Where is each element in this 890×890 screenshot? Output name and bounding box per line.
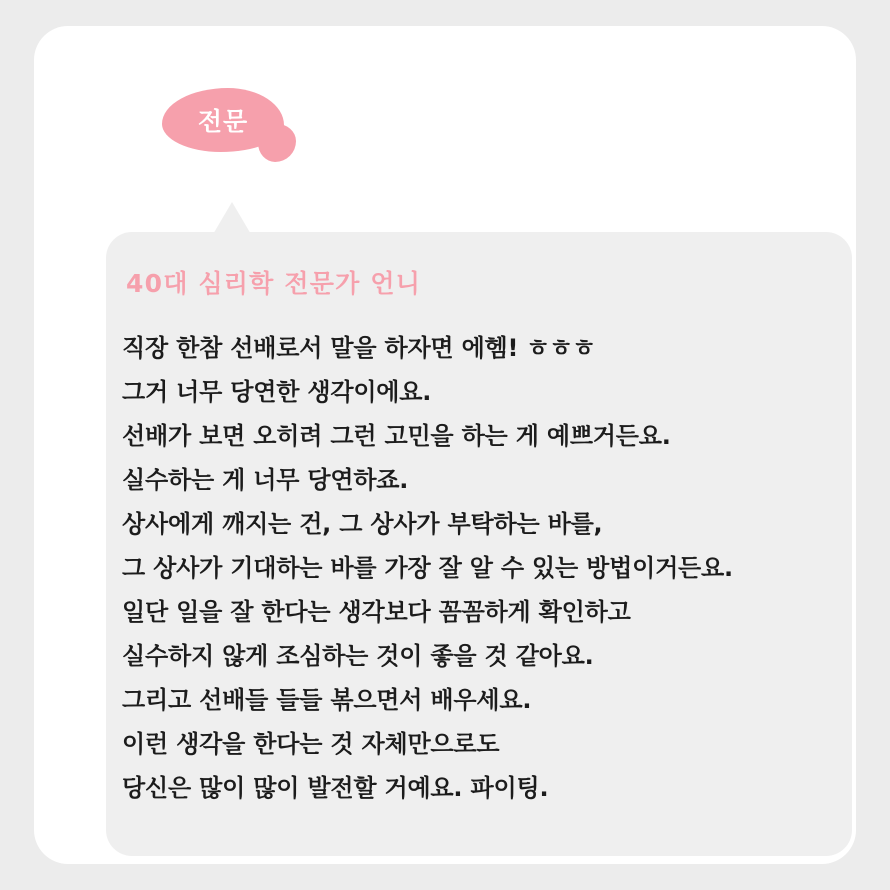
message-line: 실수하는 게 너무 당연하죠. (122, 466, 409, 494)
message-line: 선배가 보면 오히려 그런 고민을 하는 게 예쁘거든요. (122, 422, 671, 450)
message-line: 실수하지 않게 조심하는 것이 좋을 것 같아요. (122, 642, 594, 670)
message-line: 그리고 선배들 들들 볶으면서 배우세요. (122, 686, 532, 714)
message-line: 그거 너무 당연한 생각이에요. (122, 378, 432, 406)
message-line: 당신은 많이 많이 발전할 거예요. 파이팅. (122, 774, 549, 802)
message-line: 그 상사가 기대하는 바를 가장 잘 알 수 있는 방법이거든요. (122, 554, 733, 582)
message-body (122, 326, 822, 810)
speech-bubble-pointer (212, 202, 252, 236)
content-card (34, 26, 856, 864)
badge-label: 전문 (197, 107, 249, 136)
message-line: 직장 한참 선배로서 말을 하자면 에헴! ㅎㅎㅎ (122, 334, 596, 362)
speaker-title: 40대 심리학 전문가 언니 (126, 269, 422, 298)
category-badge (162, 88, 322, 174)
message-line: 일단 일을 잘 한다는 생각보다 꼼꼼하게 확인하고 (122, 598, 631, 626)
message-line: 상사에게 깨지는 건, 그 상사가 부탁하는 바를, (122, 510, 603, 538)
message-line: 이런 생각을 한다는 것 자체만으로도 (122, 730, 500, 758)
